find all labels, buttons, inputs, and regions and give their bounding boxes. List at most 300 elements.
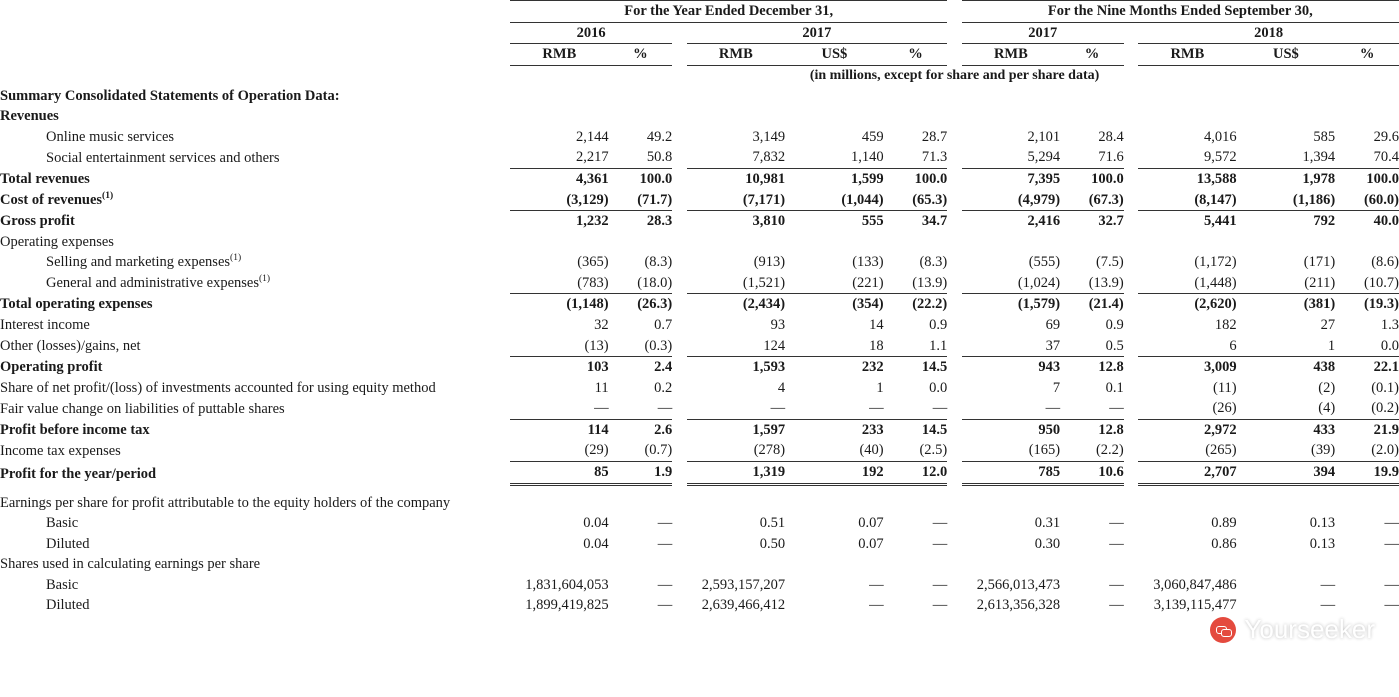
table-cell — [1138, 554, 1237, 575]
table-cell: 0.0 — [1335, 336, 1399, 357]
table-cell: 0.31 — [1034, 515, 1061, 532]
table-row — [0, 190, 1399, 211]
table-cell — [884, 232, 948, 253]
table-cell: 6 — [1138, 336, 1237, 357]
header-gap-7 — [1124, 44, 1138, 66]
row-spacer-cell — [0, 484, 1399, 493]
table-cell: (8,147) — [1138, 190, 1237, 211]
header-currency-row — [0, 44, 1399, 66]
table-cell: 0.5 — [1060, 336, 1124, 357]
table-cell: (211) — [1237, 273, 1336, 294]
table-row — [0, 493, 1399, 514]
table-cell — [687, 86, 786, 107]
table-cell: (783) — [510, 273, 609, 294]
header-2018-usd: US$ — [1237, 44, 1336, 66]
table-cell: (2.0) — [1335, 440, 1399, 461]
table-cell: 0.1 — [1105, 379, 1124, 396]
column-gap — [672, 336, 686, 357]
table-row — [0, 357, 1399, 378]
table-cell: (1,579) — [1017, 296, 1061, 313]
table-cell: (0.1) — [1371, 379, 1399, 396]
header-group-annual: For the Year Ended December 31, — [510, 1, 947, 23]
table-cell: (8.3) — [919, 254, 948, 271]
table-cell: 394 — [1237, 462, 1336, 485]
column-gap — [947, 595, 961, 616]
header-2017a-rmb: RMB — [687, 44, 786, 66]
table-cell: 1,599 — [851, 170, 884, 187]
table-cell — [962, 232, 1061, 253]
table-cell: 103 — [586, 359, 609, 376]
table-cell: 49.2 — [646, 128, 673, 145]
header-spacer-4 — [0, 65, 510, 85]
column-gap — [947, 534, 961, 555]
table-cell — [1335, 493, 1399, 514]
column-gap — [672, 127, 686, 148]
table-cell — [785, 232, 884, 253]
table-cell — [962, 554, 1061, 575]
column-gap — [947, 106, 961, 127]
table-cell: 950 — [1038, 421, 1061, 438]
table-cell: 2,972 — [1204, 421, 1237, 438]
column-gap — [947, 575, 961, 596]
table-cell: — — [687, 398, 786, 419]
table-cell: 0.86 — [1211, 535, 1237, 552]
table-cell — [1237, 554, 1336, 575]
table-cell: 1,899,419,825 — [525, 597, 609, 614]
table-cell: — — [657, 535, 673, 552]
table-cell — [1237, 86, 1336, 107]
table-cell — [510, 106, 609, 127]
table-cell: (1,044) — [785, 190, 884, 211]
table-cell — [687, 554, 786, 575]
table-cell: — — [1109, 535, 1124, 552]
row-label: Profit before income tax — [0, 421, 150, 438]
header-gap-4 — [1124, 22, 1138, 44]
table-cell: 1,140 — [785, 147, 884, 168]
column-gap — [1124, 357, 1138, 378]
column-gap — [672, 147, 686, 168]
table-cell: 70.4 — [1335, 147, 1399, 168]
column-gap — [1124, 273, 1138, 294]
table-cell: 37 — [962, 336, 1061, 357]
table-cell — [884, 493, 948, 514]
row-label: Social entertainment services and others — [46, 149, 280, 166]
table-cell — [884, 554, 948, 575]
table-cell: — — [932, 597, 948, 614]
column-gap — [1124, 127, 1138, 148]
table-cell: 100.0 — [639, 170, 673, 187]
column-gap — [1124, 294, 1138, 315]
table-cell: 0.07 — [858, 515, 884, 532]
table-cell: 1 — [1237, 336, 1336, 357]
table-cell: 40.0 — [1373, 213, 1399, 230]
column-gap — [947, 513, 961, 534]
column-gap — [1124, 315, 1138, 336]
header-2016-rmb: RMB — [510, 44, 609, 66]
column-gap — [947, 168, 961, 189]
table-cell: 0.30 — [1034, 535, 1061, 552]
table-cell: 10,981 — [745, 170, 786, 187]
row-label: Other (losses)/gains, net — [0, 338, 141, 355]
table-row — [0, 127, 1399, 148]
table-cell — [1237, 106, 1336, 127]
column-gap — [947, 357, 961, 378]
table-cell: 0.50 — [759, 535, 786, 552]
table-cell: 124 — [687, 336, 786, 357]
column-gap — [1124, 440, 1138, 461]
column-gap — [947, 294, 961, 315]
table-cell — [1060, 493, 1124, 514]
table-cell: (365) — [577, 254, 609, 271]
header-2018-pct: % — [1335, 44, 1399, 66]
table-cell: 114 — [587, 421, 609, 438]
column-gap — [947, 378, 961, 399]
table-cell: 3,149 — [752, 128, 786, 145]
column-gap — [1124, 419, 1138, 440]
table-cell: 3,060,847,486 — [1153, 576, 1237, 593]
table-row — [0, 252, 1399, 273]
table-cell: — — [785, 398, 884, 419]
table-cell: 0.2 — [654, 379, 673, 396]
column-gap — [947, 315, 961, 336]
table-cell: 71.3 — [884, 147, 948, 168]
header-2016-pct: % — [609, 44, 673, 66]
column-gap — [947, 398, 961, 419]
table-cell: — — [1060, 398, 1124, 419]
table-row — [0, 513, 1399, 534]
column-gap — [947, 147, 961, 168]
column-gap — [672, 211, 686, 232]
table-cell: 233 — [861, 421, 884, 438]
row-label: Fair value change on liabilities of puttable shares — [0, 400, 285, 417]
table-cell — [962, 106, 1061, 127]
table-cell: — — [869, 576, 884, 593]
table-cell: — — [657, 597, 673, 614]
table-cell: 1.9 — [609, 462, 673, 485]
table-cell: 1,593 — [752, 359, 786, 376]
table-cell: — — [932, 515, 948, 532]
table-cell: 2,217 — [510, 147, 609, 168]
table-cell: (4) — [1237, 398, 1336, 419]
table-cell: (40) — [785, 440, 884, 461]
table-row — [0, 147, 1399, 168]
footnote-marker: (1) — [102, 191, 114, 202]
column-gap — [1124, 378, 1138, 399]
table-cell: (354) — [852, 296, 884, 313]
column-gap — [672, 294, 686, 315]
table-cell: 0.7 — [654, 316, 673, 333]
column-gap — [672, 378, 686, 399]
column-gap — [672, 357, 686, 378]
table-cell: (19.3) — [1363, 296, 1399, 313]
header-gap-6 — [947, 44, 961, 66]
table-cell: 13,588 — [1196, 170, 1237, 187]
table-cell: 14 — [869, 316, 884, 333]
table-cell — [1060, 554, 1124, 575]
table-cell: 34.7 — [921, 213, 948, 230]
table-cell: — — [962, 398, 1061, 419]
row-label: Gross profit — [0, 213, 75, 230]
table-cell — [785, 493, 884, 514]
column-gap — [1124, 462, 1138, 485]
table-cell: — — [884, 398, 948, 419]
column-gap — [1124, 575, 1138, 596]
table-cell: (67.3) — [1060, 190, 1124, 211]
table-cell: (71.7) — [609, 190, 673, 211]
table-cell: — — [1109, 515, 1124, 532]
table-cell: 28.3 — [646, 213, 673, 230]
column-gap — [672, 554, 686, 575]
header-2017b-rmb: RMB — [962, 44, 1061, 66]
column-gap — [947, 493, 961, 514]
column-gap — [672, 273, 686, 294]
column-gap — [1124, 106, 1138, 127]
table-cell: (165) — [962, 440, 1061, 461]
table-cell: 28.7 — [921, 128, 948, 145]
table-cell: 10.6 — [1060, 462, 1124, 485]
table-cell: — — [1384, 576, 1399, 593]
column-gap — [672, 513, 686, 534]
watermark — [1210, 614, 1375, 645]
table-cell — [510, 493, 609, 514]
table-cell — [609, 493, 673, 514]
table-cell: (13.9) — [884, 273, 948, 294]
table-row — [0, 595, 1399, 616]
row-label: Diluted — [46, 535, 90, 552]
table-cell: 2.6 — [654, 421, 673, 438]
wechat-icon — [1210, 617, 1236, 643]
row-label: Interest income — [0, 316, 90, 333]
table-cell: (555) — [1028, 254, 1061, 271]
table-cell — [1060, 86, 1124, 107]
table-row — [0, 211, 1399, 232]
row-label: Earnings per share for profit attributable to the equity holders of the company — [0, 494, 451, 511]
table-row — [0, 273, 1399, 294]
column-gap — [947, 252, 961, 273]
table-row — [0, 534, 1399, 555]
table-cell: 0.04 — [583, 515, 609, 532]
row-label: Cost of revenues$^{(1)}$ — [0, 191, 114, 208]
header-units-note: (in millions, except for share and per share data) — [809, 67, 1100, 83]
table-cell: (2.5) — [884, 440, 948, 461]
table-cell — [1237, 493, 1336, 514]
table-cell: (29) — [510, 440, 609, 461]
row-label: Basic — [46, 515, 79, 532]
table-cell: (13.9) — [1060, 273, 1124, 294]
table-cell: (265) — [1138, 440, 1237, 461]
column-gap — [672, 86, 686, 107]
table-cell: (11) — [1213, 379, 1237, 396]
table-cell: (18.0) — [609, 273, 673, 294]
table-cell: 0.89 — [1211, 515, 1237, 532]
table-cell — [1138, 86, 1237, 107]
table-cell: 14.5 — [921, 359, 948, 376]
table-cell: 5,441 — [1204, 213, 1237, 230]
column-gap — [1124, 554, 1138, 575]
column-gap — [672, 595, 686, 616]
table-cell: (2,434) — [742, 296, 786, 313]
row-label: Total revenues — [0, 170, 90, 187]
header-gap-2 — [672, 22, 686, 44]
table-cell: (22.2) — [912, 296, 948, 313]
table-cell: 71.6 — [1060, 147, 1124, 168]
column-gap — [947, 462, 961, 485]
row-label: Selling and marketing expenses$^{(1)}$ — [46, 253, 242, 271]
table-cell: (1,186) — [1237, 190, 1336, 211]
row-label: Revenues — [0, 108, 59, 125]
table-cell: (10.7) — [1335, 273, 1399, 294]
header-spacer — [0, 1, 510, 23]
column-gap — [1124, 86, 1138, 107]
table-cell: 0.13 — [1309, 515, 1336, 532]
table-cell: (0.7) — [609, 440, 673, 461]
table-cell: 3,810 — [752, 213, 786, 230]
column-gap — [1124, 595, 1138, 616]
table-cell: (1,024) — [962, 273, 1061, 294]
table-cell: 12.0 — [884, 462, 948, 485]
column-gap — [947, 211, 961, 232]
table-cell: (1,448) — [1138, 273, 1237, 294]
row-label: Operating expenses — [0, 233, 114, 250]
table-cell: 4,361 — [575, 170, 609, 187]
header-group-nine-months: For the Nine Months Ended September 30, — [962, 1, 1399, 23]
table-cell: 1,597 — [752, 421, 786, 438]
table-cell: (26.3) — [637, 296, 673, 313]
table-cell: 100.0 — [1366, 170, 1399, 187]
column-gap — [1124, 513, 1138, 534]
table-cell — [1335, 86, 1399, 107]
table-cell: 14.5 — [921, 421, 948, 438]
header-units-row — [0, 65, 1399, 85]
table-cell: (913) — [753, 254, 786, 271]
table-row — [0, 86, 1399, 107]
table-cell: 29.6 — [1373, 128, 1399, 145]
column-gap — [947, 190, 961, 211]
header-year-2017-annual: 2017 — [687, 22, 948, 44]
table-cell — [785, 554, 884, 575]
table-cell: 4,016 — [1204, 128, 1237, 145]
table-cell: 28.4 — [1098, 128, 1124, 145]
table-cell — [1138, 493, 1237, 514]
footnote-marker: (1) — [259, 274, 271, 285]
table-cell: — — [657, 576, 673, 593]
watermark-label: Yourseeker — [1244, 614, 1375, 644]
row-label: Income tax expenses — [0, 442, 121, 459]
table-row — [0, 294, 1399, 315]
table-cell — [687, 493, 786, 514]
column-gap — [1124, 398, 1138, 419]
header-2017a-usd: US$ — [785, 44, 884, 66]
table-cell: (0.2) — [1335, 398, 1399, 419]
header-year-2018: 2018 — [1138, 22, 1399, 44]
table-cell — [1060, 106, 1124, 127]
table-cell: 100.0 — [1091, 170, 1124, 187]
table-cell: 7 — [1052, 379, 1061, 396]
table-cell: 2,101 — [1027, 128, 1061, 145]
column-gap — [672, 493, 686, 514]
table-cell: (0.3) — [609, 336, 673, 357]
header-year-2017-nine: 2017 — [962, 22, 1124, 44]
table-cell: 2,613,356,328 — [976, 597, 1061, 614]
table-cell: (8.3) — [644, 254, 673, 271]
table-cell: — — [869, 597, 884, 614]
table-cell — [1335, 554, 1399, 575]
column-gap — [672, 232, 686, 253]
table-cell: (221) — [785, 273, 884, 294]
table-cell — [510, 232, 609, 253]
header-group-row — [0, 1, 1399, 23]
column-gap — [947, 419, 961, 440]
table-cell: — — [932, 576, 948, 593]
table-cell — [1335, 232, 1399, 253]
table-cell: 19.9 — [1335, 462, 1399, 485]
column-gap — [1124, 252, 1138, 273]
table-cell: 2,639,466,412 — [701, 597, 786, 614]
row-label: Profit for the year/period — [0, 465, 157, 482]
table-cell: 792 — [1313, 213, 1336, 230]
table-body — [0, 86, 1399, 616]
table-cell: — — [1384, 515, 1399, 532]
table-row — [0, 232, 1399, 253]
table-cell: 9,572 — [1138, 147, 1237, 168]
header-spacer-2 — [0, 22, 510, 44]
table-cell: 11 — [594, 379, 609, 396]
header-year-2016: 2016 — [510, 22, 672, 44]
table-cell: 1.1 — [884, 336, 948, 357]
table-cell: (65.3) — [884, 190, 948, 211]
table-cell: 4 — [777, 379, 786, 396]
column-gap — [1124, 190, 1138, 211]
header-gap-5 — [672, 44, 686, 66]
column-gap — [1124, 336, 1138, 357]
table-cell: (171) — [1303, 254, 1336, 271]
table-cell: 192 — [785, 462, 884, 485]
header-2017a-pct: % — [884, 44, 948, 66]
header-spacer-3 — [0, 44, 510, 66]
table-cell: 555 — [861, 213, 884, 230]
column-gap — [947, 127, 961, 148]
table-row — [0, 315, 1399, 336]
table-cell: 585 — [1313, 128, 1336, 145]
column-gap — [1124, 534, 1138, 555]
footnote-marker: (1) — [230, 253, 242, 264]
table-cell — [609, 106, 673, 127]
row-label: Share of net profit/(loss) of investments accounted for using equity method — [0, 379, 436, 396]
column-gap — [1124, 147, 1138, 168]
row-label: General and administrative expenses$^{(1)}$ — [46, 274, 271, 292]
table-cell — [1237, 232, 1336, 253]
table-row — [0, 575, 1399, 596]
header-gap-3 — [947, 22, 961, 44]
table-cell — [687, 106, 786, 127]
table-cell — [785, 86, 884, 107]
table-cell: 2,144 — [575, 128, 609, 145]
table-cell: 2,707 — [1138, 462, 1237, 485]
table-cell: 0.9 — [1105, 316, 1124, 333]
table-cell — [962, 86, 1061, 107]
table-cell: 1,831,604,053 — [525, 576, 609, 593]
column-gap — [947, 86, 961, 107]
table-row — [0, 106, 1399, 127]
table-cell: — — [1320, 576, 1336, 593]
row-label: Total operating expenses — [0, 296, 153, 313]
table-cell: 433 — [1313, 421, 1336, 438]
table-cell: 0.04 — [583, 535, 609, 552]
table-cell: (8.6) — [1371, 254, 1399, 271]
table-cell: 100.0 — [914, 170, 948, 187]
table-cell: (2) — [1318, 379, 1336, 396]
table-cell: (4,979) — [962, 190, 1061, 211]
